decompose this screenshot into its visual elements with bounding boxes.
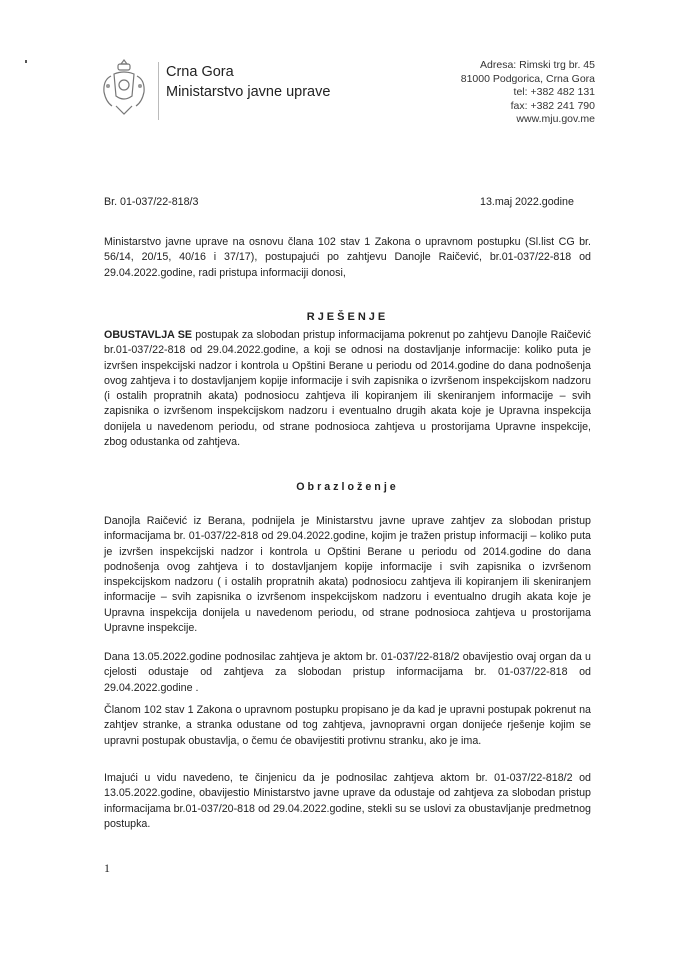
telephone: tel: +382 482 131 — [513, 86, 595, 98]
fax: fax: +382 241 790 — [510, 99, 595, 112]
country-name: Crna Gora — [166, 64, 234, 80]
reasoning-title: Obrazloženje — [296, 481, 399, 493]
ministry-name: Ministarstvo javne uprave — [166, 84, 331, 100]
address-line1: Adresa: Rimski trg br. 45 — [480, 59, 595, 71]
decision-lead: OBUSTAVLJA SE — [104, 329, 192, 341]
reasoning-paragraph-4: Imajući u vidu navedeno, te činjenicu da je podnosilac zahtjeva aktom br. 01-037/22-818/2 od 13.05.2022.godine, obavijestio Ministarstvo javne uprave da odustaje od zahtjeva za slobodan pristup informacijama br.01-037/20-818 od 29.04.2022.godine, stekli su se uslovi za obustavljanje predmetnog postupka. — [104, 772, 591, 830]
organization-name — [166, 62, 330, 102]
page-number: 1 — [104, 861, 110, 875]
header-divider — [158, 62, 159, 120]
reasoning-paragraph-3: Članom 102 stav 1 Zakona o upravnom postupku propisano je da kad je upravni postupak pokrenut na zahtjev stranke, a stranka odustane od tog zahtjeva, javnopravni organ donijeće rješenje kojim se upravni postupak obustavlja, o čemu će obavijestiti protivnu stranku, ako je ima. — [104, 704, 591, 747]
intro-paragraph: Ministarstvo javne uprave na osnovu člana 102 stav 1 Zakona o upravnom postupku (Sl.list CG br. 56/14, 20/15, 40/16 i 37/17), postupajući po zahtjevu Danojle Raičević, br.01-037/22-818 od 29.04.2022.godine, radi pristupa informaciji donosi, — [104, 236, 591, 279]
address-line2: 81000 Podgorica, Crna Gora — [460, 72, 595, 85]
reasoning-paragraph-2: Dana 13.05.2022.godine podnosilac zahtjeva je aktom br. 01-037/22-818/2 obavijestio ovaj organ da u cjelosti odustaje od zahtjeva za slobodan pristup informacijama br. 01-037/22-818 od 29.04.2022.godine . — [104, 651, 591, 694]
reasoning-paragraph-1: Danojla Raičević iz Berana, podnijela je Ministarstvu javne uprave zahtjev za slobodan pristup informacijama br. 01-037/22-818 od 29.04.2022.godine, kojim je tražen pristup informaciji – koliko puta je izvršen inspekcijski nadzor i kontrola u Opštini Berane u periodu od 2014.godine do dana podnošenja ovog zahtjeva i to dostavljanjem kopije informacije i svih zapisnika o izvršenom inspekcijskom nadzoru ( i ostalih propratnih akata) podnosiocu zahtjeva ili kopiranjem ili skeniranjem informacije – svih zapisnika o izvršenom inspekcijskom nadzoru i eventualno drugih akata koje je Upravna inspekcija donijela u navedenom periodu, od strane podnosioca zahtjeva u prostorijama Upravne inspekcije. — [104, 515, 591, 635]
website-link[interactable]: www.mju.gov.me — [516, 113, 595, 125]
decision-title: RJEŠENJE — [306, 311, 389, 323]
decision-paragraph — [104, 328, 591, 450]
document-date: 13.maj 2022.godine — [480, 196, 574, 208]
coat-of-arms-logo — [101, 58, 147, 116]
contact-block — [461, 59, 595, 127]
reference-number: Br. 01-037/22-818/3 — [104, 196, 199, 208]
scan-mark — [25, 60, 27, 63]
decision-text: postupak za slobodan pristup informacijama pokrenut po zahtjevu Danojle Raičević br.01-037/22-818 od 29.04.2022.godine, a koji se odnosi na dostavljanje informacije: koliko puta je izvršen inspekcijski nadzor i kontrola u Opštini Berane u periodu od 2014.godine do dana podnošenja ovog zahtjeva i to dostavljanjem kopije informacije i svih zapisnika o izvršenom inspekcijskom nadzoru (i ostalih propratnih akata) podnosiocu zahtjeva ili kopiranjem ili skeniranjem informacije – svih zapisnika o izvršenom inspekcijskom nadzoru i eventualno drugih akata koje je Upravna inspekcija donijela u navedenom periodu, od strane podnosioca zahtjeva u prostorijama Upravne inspekcije, zbog odustanka od zahtjeva. — [104, 329, 591, 449]
